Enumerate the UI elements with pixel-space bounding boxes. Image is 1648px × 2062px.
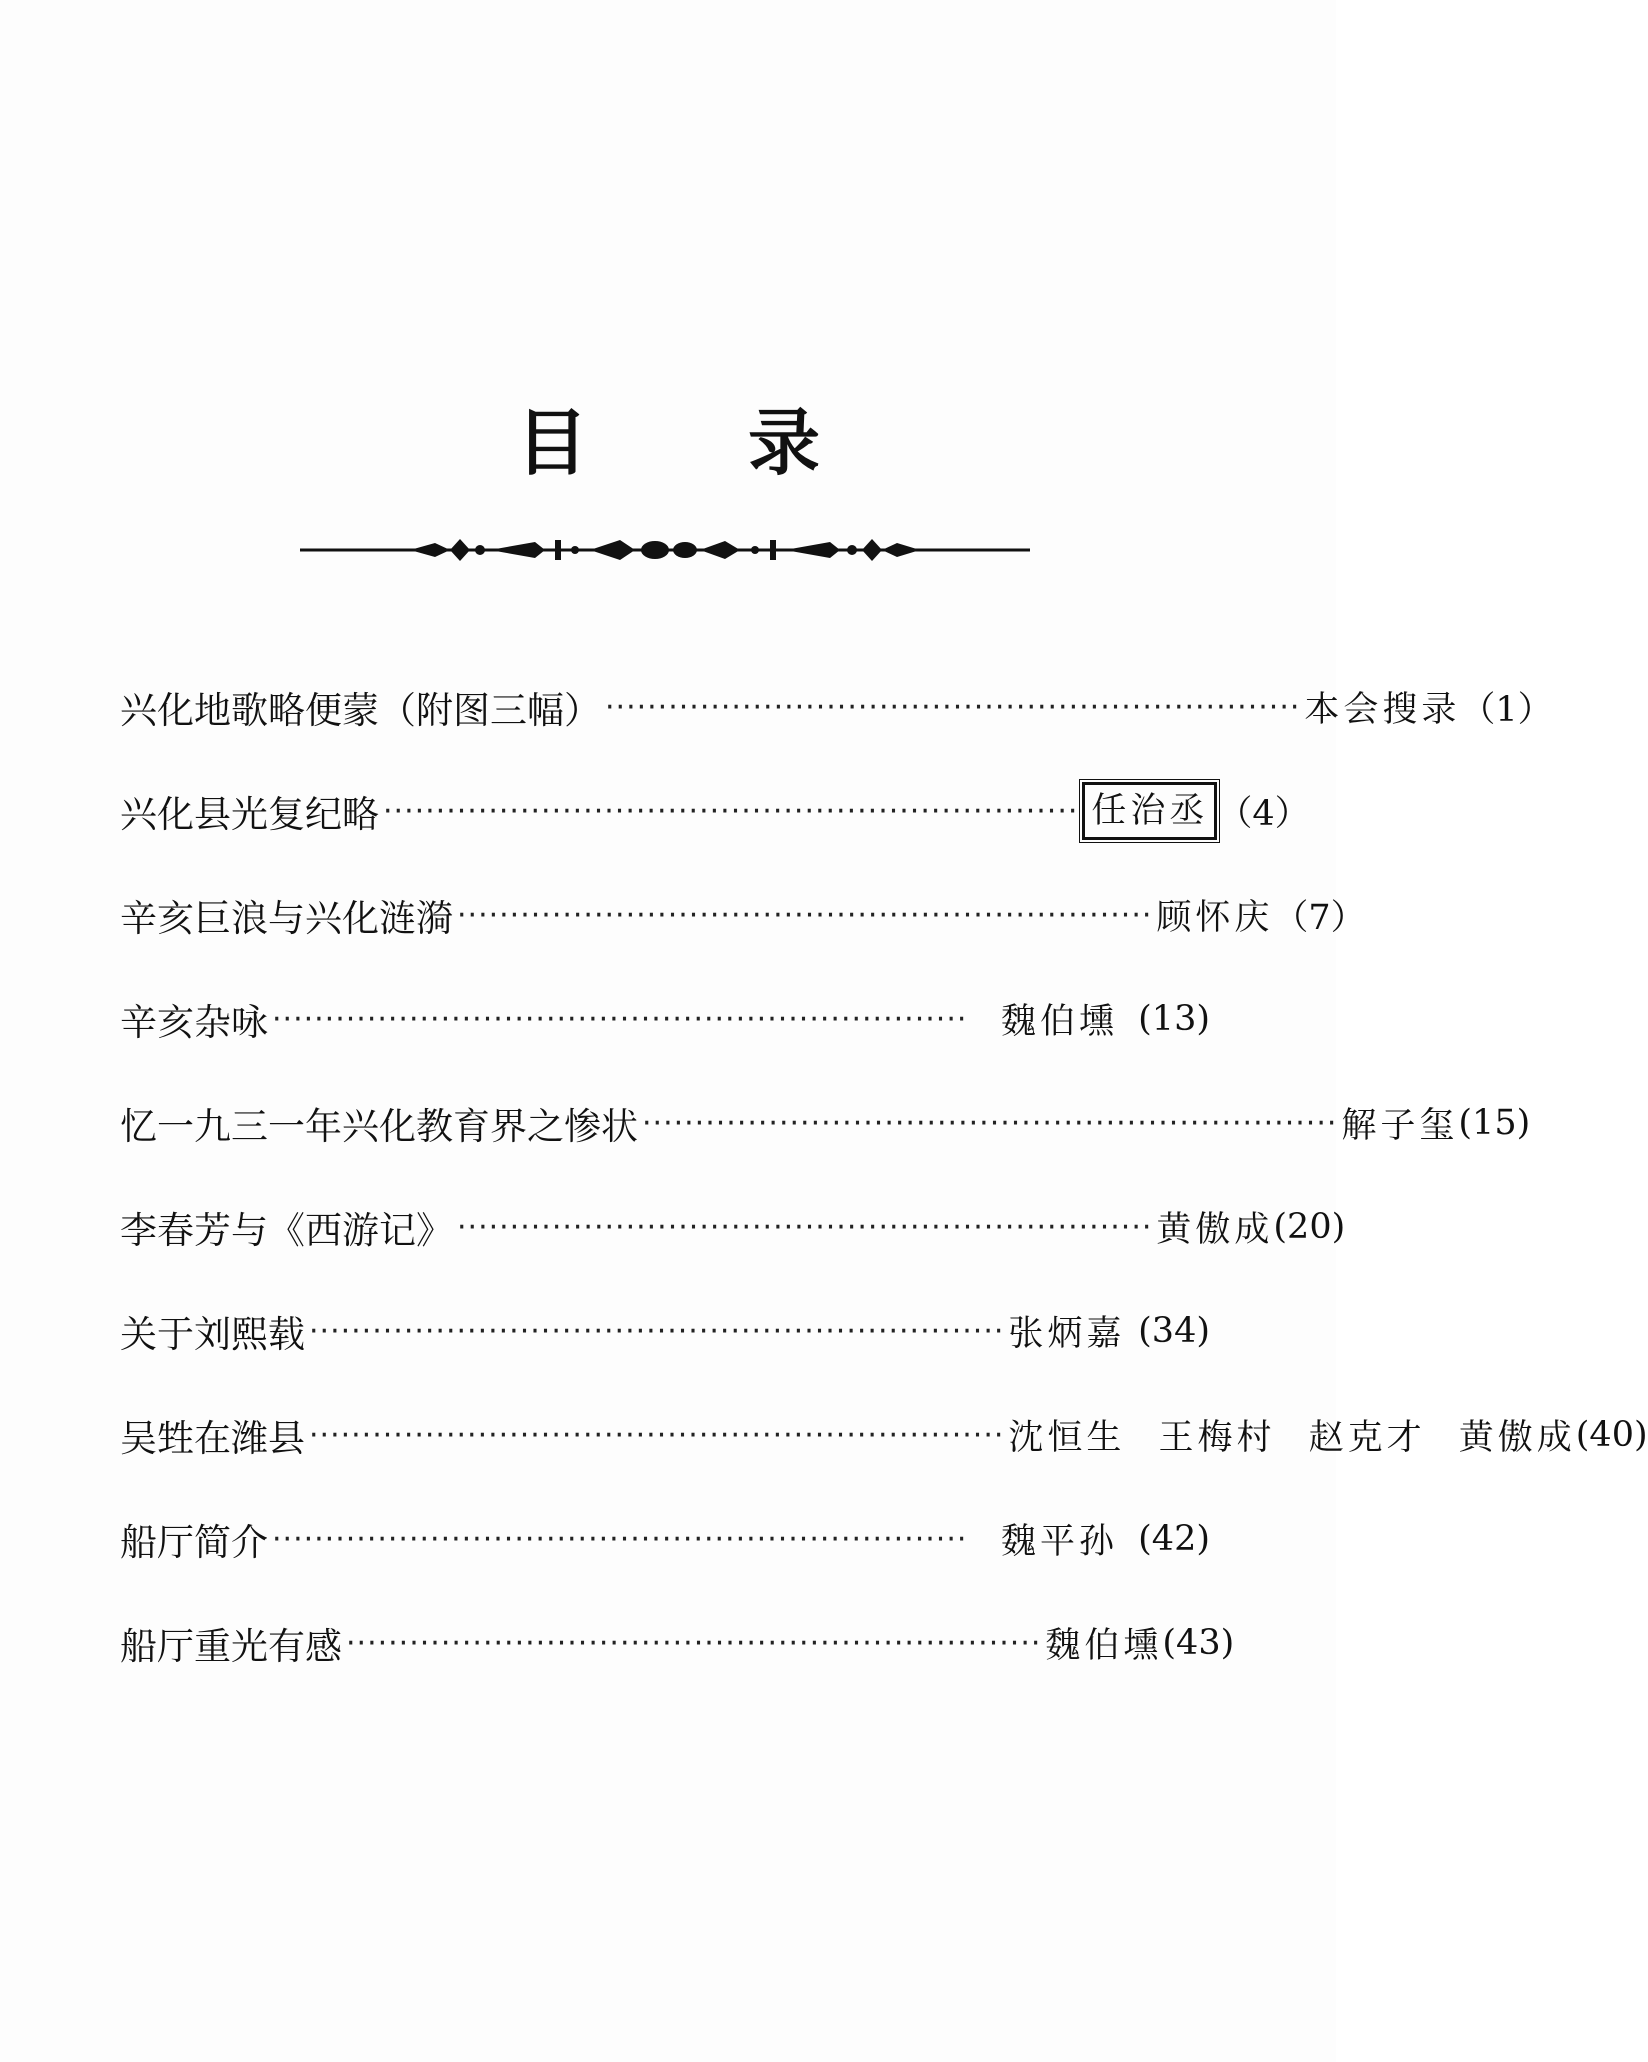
dot-leader: ·································································· <box>309 1417 1005 1453</box>
toc-entry-page: (40) <box>1575 1415 1648 1455</box>
dot-leader: ·································································· <box>272 1001 968 1037</box>
dot-leader: ·································································· <box>457 897 1153 933</box>
toc-entry-author: 魏平孙 <box>1000 1522 1118 1562</box>
toc-entry-author: 黄傲成 <box>1156 1210 1274 1250</box>
toc-entry-page: (42) <box>1138 1519 1210 1559</box>
toc-entry-author: 顾怀庆 <box>1156 898 1274 938</box>
toc-entry[interactable] <box>120 1279 1210 1383</box>
toc-entry-title: 辛亥巨浪与兴化涟漪 <box>120 897 453 940</box>
toc-entry-title: 船厅简介 <box>120 1521 268 1564</box>
table-of-contents <box>120 655 1648 1695</box>
toc-entry-page: (34) <box>1138 1311 1210 1351</box>
ornamental-divider <box>300 525 1030 575</box>
dot-leader: ·································································· <box>457 1209 1153 1245</box>
toc-entry-title: 船厅重光有感 <box>120 1625 342 1668</box>
toc-entry[interactable] <box>120 1487 1210 1591</box>
toc-entry-page: （7） <box>1273 898 1366 938</box>
toc-entry-title: 李春芳与《西游记》 <box>120 1209 453 1252</box>
toc-entry-page: (15) <box>1458 1103 1531 1143</box>
toc-entry-page: （1） <box>1460 690 1553 730</box>
toc-entry-title: 兴化县光复纪略 <box>120 793 379 836</box>
toc-entry-title: 吴甡在潍县 <box>120 1417 305 1460</box>
toc-entry-title: 忆一九三一年兴化教育界之惨状 <box>120 1105 638 1148</box>
toc-entry-author: 本会搜录 <box>1304 690 1461 730</box>
toc-entry-title: 兴化地歌略便蒙（附图三幅） <box>120 689 601 732</box>
dot-leader: ·································································· <box>272 1521 968 1557</box>
toc-entry-author: 魏伯壎 <box>1000 1002 1118 1042</box>
page-title: 目录 <box>515 400 980 485</box>
toc-entry[interactable] <box>120 1383 1648 1487</box>
toc-entry[interactable] <box>120 655 1553 759</box>
toc-entry-author: 解子玺 <box>1341 1106 1459 1146</box>
dot-leader: ·································································· <box>309 1313 1005 1349</box>
toc-entry-page: (13) <box>1138 999 1210 1039</box>
toc-entry[interactable] <box>120 759 1310 863</box>
dot-leader: ·································································· <box>642 1105 1338 1141</box>
toc-entry[interactable] <box>120 967 1210 1071</box>
toc-entry-author: 张炳嘉 <box>1008 1314 1126 1354</box>
toc-entry-title: 关于刘熙载 <box>120 1313 305 1356</box>
toc-entry-page: (43) <box>1162 1623 1235 1663</box>
toc-entry-author: 魏伯壎 <box>1045 1626 1163 1666</box>
toc-entry[interactable] <box>120 1175 1346 1279</box>
dot-leader: ·································································· <box>383 793 1079 829</box>
dot-leader: ·································································· <box>346 1625 1042 1661</box>
toc-entry[interactable] <box>120 1591 1235 1695</box>
toc-entry-page: (20) <box>1273 1207 1346 1247</box>
toc-entry-author: 任治丞 <box>1082 782 1217 840</box>
toc-entry[interactable] <box>120 863 1366 967</box>
toc-entry-page: （4） <box>1217 794 1310 834</box>
toc-entry-author: 沈恒生 王梅村 赵克才 黄傲成 <box>1008 1418 1576 1458</box>
toc-entry-title: 辛亥杂咏 <box>120 1001 268 1044</box>
dot-leader: ·································································· <box>605 689 1301 725</box>
toc-entry[interactable] <box>120 1071 1531 1175</box>
